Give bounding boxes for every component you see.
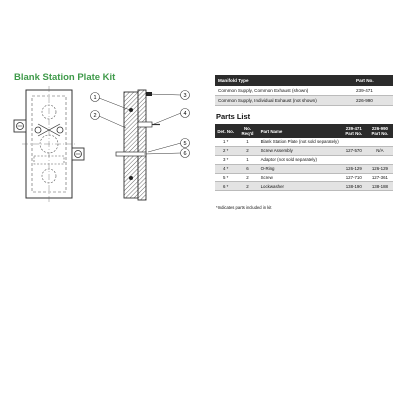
parts-header-det: Det. No. bbox=[215, 124, 236, 138]
req-cell: 2 bbox=[236, 182, 258, 191]
partno-226-cell: 138-188 bbox=[367, 182, 393, 191]
part-name-cell: Blank Station Plate (not sold separately) bbox=[260, 139, 339, 145]
callout-3: 3 bbox=[183, 93, 187, 99]
callout-2: 2 bbox=[93, 113, 97, 119]
manifold-header-partno: Part No. bbox=[353, 75, 393, 86]
table-row bbox=[215, 96, 393, 106]
partno-226-cell bbox=[367, 155, 393, 164]
page-title: Blank Station Plate Kit bbox=[14, 72, 116, 83]
parts-table bbox=[215, 124, 393, 191]
callout-1: 1 bbox=[93, 95, 97, 101]
req-cell: 6 bbox=[236, 164, 258, 173]
partno-239-cell: 127-710 bbox=[341, 173, 367, 182]
parts-header-req: No. Req'd bbox=[236, 124, 258, 138]
det-cell: 2 * bbox=[215, 146, 236, 155]
det-cell: 5 * bbox=[215, 173, 236, 182]
manifold-header-row bbox=[215, 75, 393, 86]
part-name-cell: Adaptor (not sold separately) bbox=[259, 155, 341, 164]
det-cell: 4 * bbox=[215, 164, 236, 173]
table-row bbox=[215, 164, 393, 173]
partno-239-cell: 126-129 bbox=[341, 164, 367, 173]
table-row bbox=[215, 138, 393, 146]
parts-header-row bbox=[215, 124, 393, 138]
req-cell: 1 bbox=[236, 155, 258, 164]
manifold-type-cell: Common Supply, Individual Exhaust (not shown) bbox=[215, 96, 353, 106]
req-cell: 1 bbox=[236, 138, 258, 146]
partno-239-cell bbox=[341, 155, 367, 164]
partno-226-cell: 127-361 bbox=[367, 173, 393, 182]
req-cell: 2 bbox=[236, 173, 258, 182]
manifold-partno-cell: 226-990 bbox=[353, 96, 393, 106]
parts-footnote: *Indicates parts included in kit bbox=[216, 205, 272, 210]
det-cell: 3 * bbox=[215, 155, 236, 164]
table-row bbox=[215, 173, 393, 182]
part-name-cell: O-Ring bbox=[259, 164, 341, 173]
partno-239-cell bbox=[341, 138, 367, 146]
parts-header-226: 226-990 Part No. bbox=[367, 124, 393, 138]
part-name-cell: Lockwasher bbox=[259, 182, 341, 191]
parts-header-239: 239-471 Part No. bbox=[341, 124, 367, 138]
blank-station-plate-drawing bbox=[8, 86, 208, 206]
det-cell: 6 * bbox=[215, 182, 236, 191]
partno-226-cell bbox=[367, 138, 393, 146]
req-cell: 2 bbox=[236, 146, 258, 155]
manifold-type-cell: Common Supply, Common Exhaust (shown) bbox=[215, 86, 353, 96]
callout-4: 4 bbox=[183, 111, 187, 117]
section-view bbox=[116, 90, 160, 200]
manifold-partno-cell: 239-471 bbox=[353, 86, 393, 96]
callout-6: 6 bbox=[183, 151, 187, 157]
front-view bbox=[14, 86, 84, 202]
table-row bbox=[215, 86, 393, 96]
partno-239-cell: 138-190 bbox=[341, 182, 367, 191]
parts-list-title: Parts List bbox=[216, 112, 251, 121]
partno-226-cell: 126-129 bbox=[367, 164, 393, 173]
parts-header-name: Part Name bbox=[259, 124, 341, 138]
manifold-table bbox=[215, 75, 393, 106]
partno-239-cell: 127-570 bbox=[341, 146, 367, 155]
manifold-header-type: Manifold Type bbox=[215, 75, 353, 86]
part-name-cell: Screw Assembly bbox=[259, 146, 341, 155]
table-row bbox=[215, 146, 393, 155]
table-row bbox=[215, 155, 393, 164]
callout-5: 5 bbox=[183, 141, 187, 147]
part-name-cell: Screw bbox=[259, 173, 341, 182]
partno-226-cell: N/A bbox=[367, 146, 393, 155]
det-cell: 1 * bbox=[215, 138, 236, 146]
table-row bbox=[215, 182, 393, 191]
